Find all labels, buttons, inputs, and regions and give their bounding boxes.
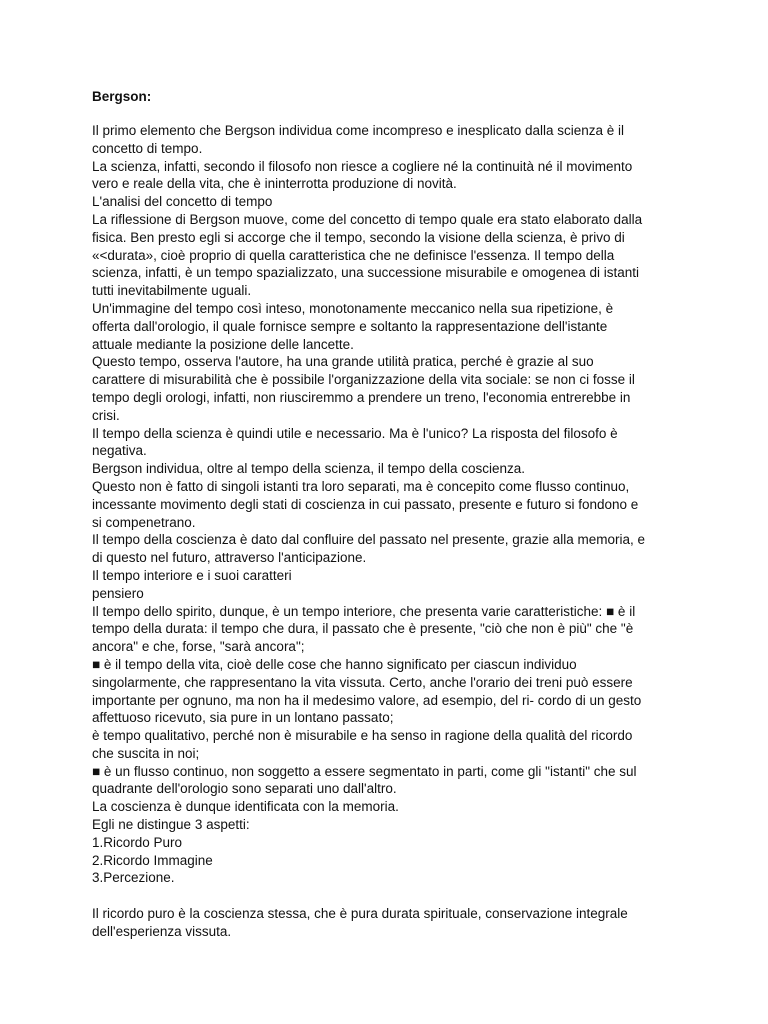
text-line: crisi.: [92, 407, 120, 423]
text-line: tempo della durata: il tempo che dura, il passato che è presente, "ciò che non è più" che "è: [92, 621, 634, 637]
text-line: scienza, infatti, è un tempo spazializzato, una successione misurabile e omogenea di istanti: [92, 265, 640, 281]
text-line: Egli ne distingue 3 aspetti:: [92, 817, 250, 833]
document-title: Bergson:: [92, 89, 152, 104]
text-line: di questo nel futuro, attraverso l'anticipazione.: [92, 550, 367, 566]
text-line: 2.Ricordo Immagine: [92, 852, 213, 868]
text-line: ■ è un flusso continuo, non soggetto a essere segmentato in parti, come gli "istanti" che sul: [92, 763, 637, 779]
text-line: importante per ognuno, ma non ha il medesimo valore, ad esempio, del ri- cordo di un gesto: [92, 692, 642, 708]
text-line: tutti inevitabilmente uguali.: [92, 283, 252, 299]
text-line: Questo non è fatto di singoli istanti tra loro separati, ma è concepito come flusso continuo,: [92, 478, 630, 494]
text-line: 3.Percezione.: [92, 870, 175, 886]
text-line: quadrante dell'orologio sono separati uno dall'altro.: [92, 781, 397, 797]
text-line: ■ è il tempo della vita, cioè delle cose che hanno significato per ciascun individuo: [92, 656, 577, 672]
text-line: si compenetrano.: [92, 514, 196, 530]
text-line: è tempo qualitativo, perché non è misurabile e ha senso in ragione della qualità del ricordo: [92, 728, 633, 744]
document-body: [92, 122, 682, 941]
text-line: tempo degli orologi, infatti, non riusciremmo a prendere un treno, l'economia entrerebbe in: [92, 389, 631, 405]
text-line: offerta dall'orologio, il quale fornisce sempre e soltanto la rappresentazione dell'istante: [92, 318, 608, 334]
text-line: ancora" e che, forse, "sarà ancora";: [92, 639, 305, 655]
text-line: Un'immagine del tempo così inteso, monotonamente meccanico nella sua ripetizione, è: [92, 300, 614, 316]
text-line: pensiero: [92, 585, 144, 601]
text-line: Il tempo della coscienza è dato dal confluire del passato nel presente, grazie alla memoria, e: [92, 532, 646, 548]
blank-line: [92, 887, 682, 905]
text-line: Il tempo interiore e i suoi caratteri: [92, 567, 292, 583]
text-line: Il tempo della scienza è quindi utile e necessario. Ma è l'unico? La risposta del filosofo è: [92, 425, 618, 441]
text-line: Bergson individua, oltre al tempo della scienza, il tempo della coscienza.: [92, 461, 525, 477]
text-line: Il ricordo puro è la coscienza stessa, che è pura durata spirituale, conservazione integrale: [92, 906, 628, 922]
text-line: fisica. Ben presto egli si accorge che il tempo, secondo la visione della scienza, è privo di: [92, 229, 625, 245]
text-line: La scienza, infatti, secondo il filosofo non riesce a cogliere né la continuità né il movimento: [92, 158, 633, 174]
text-line: affettuoso ricevuto, sia pure in un lontano passato;: [92, 710, 394, 726]
text-line: concetto di tempo.: [92, 140, 203, 156]
text-line: vero e reale della vita, che è ininterrotta produzione di novità.: [92, 176, 457, 192]
text-line: singolarmente, che rappresentano la vita vissuta. Certo, anche l'orario dei treni può essere: [92, 674, 633, 690]
text-line: incessante movimento degli stati di coscienza in cui passato, presente e futuro si fondono e: [92, 496, 639, 512]
text-line: L'analisi del concetto di tempo: [92, 194, 273, 210]
text-line: 1.Ricordo Puro: [92, 834, 183, 850]
text-line: Il tempo dello spirito, dunque, è un tempo interiore, che presenta varie caratteristiche: ■ è il: [92, 603, 636, 619]
text-line: La riflessione di Bergson muove, come del concetto di tempo quale era stato elaborato dalla: [92, 211, 643, 227]
text-line: carattere di misurabilità che è possibile l'organizzazione della vita sociale: se non ci fosse il: [92, 372, 635, 388]
text-line: Questo tempo, osserva l'autore, ha una grande utilità pratica, perché è grazie al suo: [92, 354, 594, 370]
text-line: dell'esperienza vissuta.: [92, 923, 232, 939]
text-line: negativa.: [92, 443, 147, 459]
text-line: che suscita in noi;: [92, 745, 200, 761]
text-line: La coscienza è dunque identificata con la memoria.: [92, 799, 399, 815]
text-line: Il primo elemento che Bergson individua come incompreso e inesplicato dalla scienza è il: [92, 123, 625, 138]
text-line: «<durata», cioè proprio di quella caratteristica che ne definisce l'essenza. Il tempo della: [92, 247, 615, 263]
text-line: attuale mediante la posizione delle lancette.: [92, 336, 354, 352]
